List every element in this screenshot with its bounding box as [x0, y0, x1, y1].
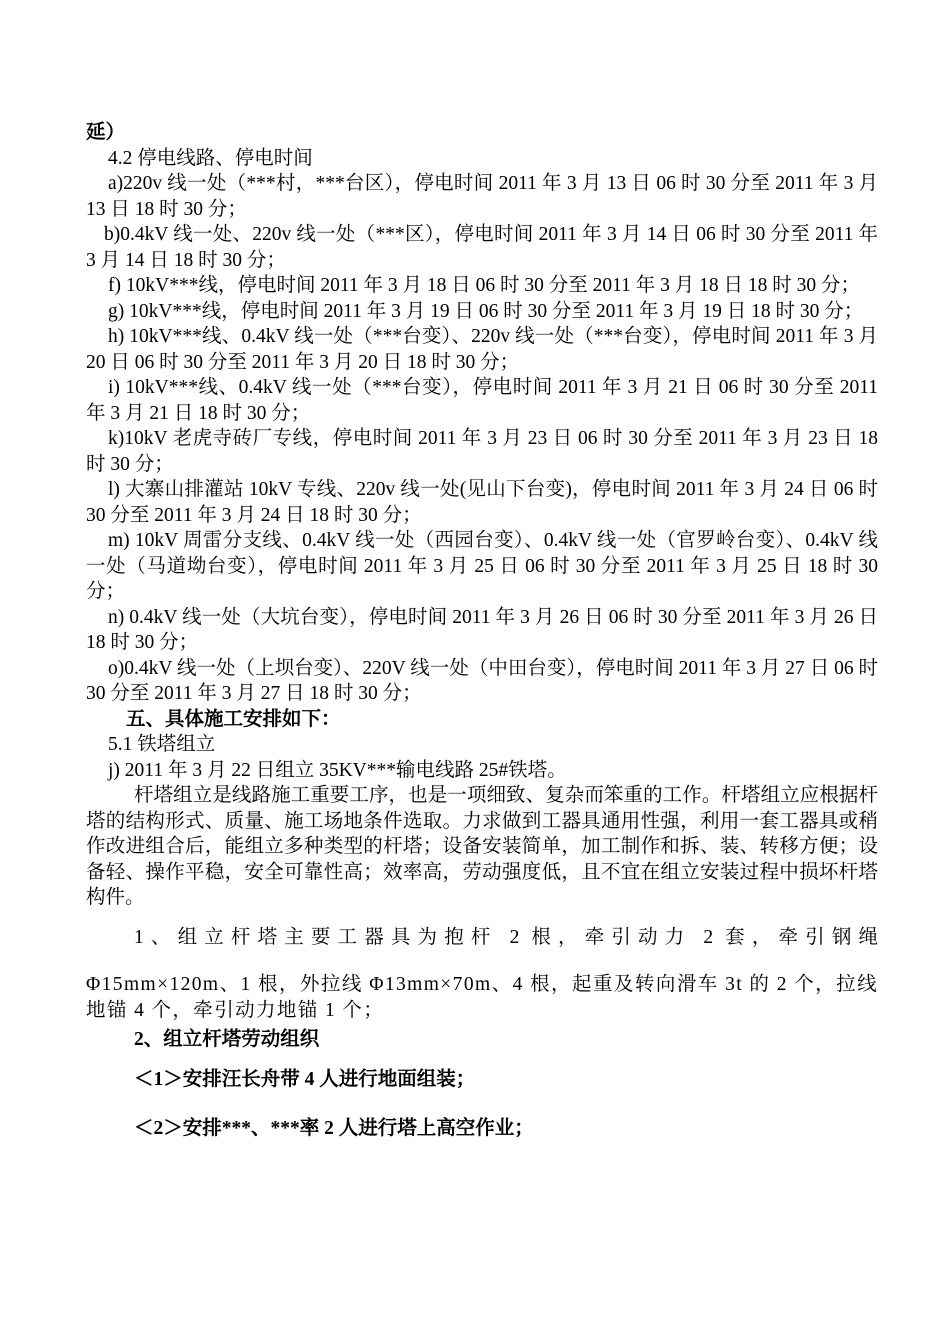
outage-item-f: f) 10kV***线，停电时间 2011 年 3 月 18 日 06 时 30 分至 2011 年 3 月 18 日 18 时 30 分； [108, 275, 860, 296]
outage-item-k: k)10kV 老虎寺砖厂专线，停电时间 2011 年 3 月 23 日 06 时 30 分至 2011 年 3 月 23 日 18 时 30 分； [86, 428, 878, 475]
outage-item-i: i) 10kV***线、0.4kV 线一处（***台变），停电时间 2011 年 3 月 21 日 06 时 30 分至 2011 年 3 月 21 日 18 时 30 分； [86, 377, 878, 424]
outage-item-o: o)0.4kV 线一处（上坝台变）、220V 线一处（中田台变），停电时间 2011 年 3 月 27 日 06 时 30 分至 2011 年 3 月 27 日 18 时 30 分； [86, 657, 878, 704]
outage-item-h: h) 10kV***线、0.4kV 线一处（***台变）、220v 线一处（***台变），停电时间 2011 年 3 月 20 日 06 时 30 分至 2011 年 3 月 20 日 18 时 30 分； [86, 326, 878, 373]
labor-organization-heading: 2、组立杆塔劳动组织 [134, 1029, 320, 1050]
outage-item-n: n) 0.4kV 线一处（大坑台变），停电时间 2011 年 3 月 26 日 06 时 30 分至 2011 年 3 月 26 日 18 时 30 分； [86, 606, 878, 653]
tower-item-j: j) 2011 年 3 月 22 日组立 35KV***输电线路 25#铁塔。 [108, 759, 567, 781]
outage-item-l: l) 大寨山排灌站 10kV 专线、220v 线一处(见山下台变)，停电时间 2011 年 3 月 24 日 06 时 30 分至 2011 年 3 月 24 日 18 时 30 分； [86, 479, 878, 526]
document-page [86, 120, 878, 1142]
continuation-text: 延） [86, 122, 126, 143]
section-heading-5: 五、具体施工安排如下： [126, 708, 341, 730]
outage-item-b: b)0.4kV 线一处、220v 线一处（***区），停电时间 2011 年 3 月 14 日 06 时 30 分至 2011 年 3 月 14 日 18 时 30 分； [86, 224, 878, 271]
tools-paragraph-rest: Φ15mm×120m、1 根，外拉线 Φ13mm×70m、4 根，起重及转向滑车 3t 的 2 个，拉线地锚 4 个，牵引动力地锚 1 个； [86, 974, 878, 1021]
section-heading-5-1: 5.1 铁塔组立 [108, 734, 216, 755]
tower-assembly-paragraph: 杆塔组立是线路施工重要工序，也是一项细致、复杂而笨重的工作。杆塔组立应根据杆塔的结构形式、质量、施工场地条件选取。力求做到工器具通用性强，利用一套工器具或稍作改进组合后，能组立多种类型的杆塔；设备安装简单，加工制作和拆、装、转移方便；设备轻、操作平稳，安全可靠性高；效率高，劳动强度低，且不宜在组立安装过程中损坏杆塔构件。 [86, 785, 878, 908]
labor-item-1: ＜1＞安排汪长舟带 4 人进行地面组装； [134, 1068, 476, 1090]
tools-paragraph-line1: 1、组立杆塔主要工器具为抱杆 2 根，牵引动力 2 套，牵引钢绳 [134, 926, 878, 948]
outage-item-a: a)220v 线一处（***村，***台区），停电时间 2011 年 3 月 13 日 06 时 30 分至 2011 年 3 月 13 日 18 时 30 分； [86, 173, 878, 220]
outage-item-g: g) 10kV***线，停电时间 2011 年 3 月 19 日 06 时 30 分至 2011 年 3 月 19 日 18 时 30 分； [108, 300, 864, 322]
outage-item-m: m) 10kV 周雷分支线、0.4kV 线一处（西园台变）、0.4kV 线一处（官罗岭台变）、0.4kV 线一处（马道坳台变），停电时间 2011 年 3 月 25 日 06 时 30 分至 2011 年 3 月 25 日 18 时 30 分； [86, 530, 878, 602]
section-heading-4-2: 4.2 停电线路、停电时间 [108, 147, 313, 169]
labor-item-2: ＜2＞安排***、***率 2 人进行塔上高空作业； [134, 1118, 534, 1139]
